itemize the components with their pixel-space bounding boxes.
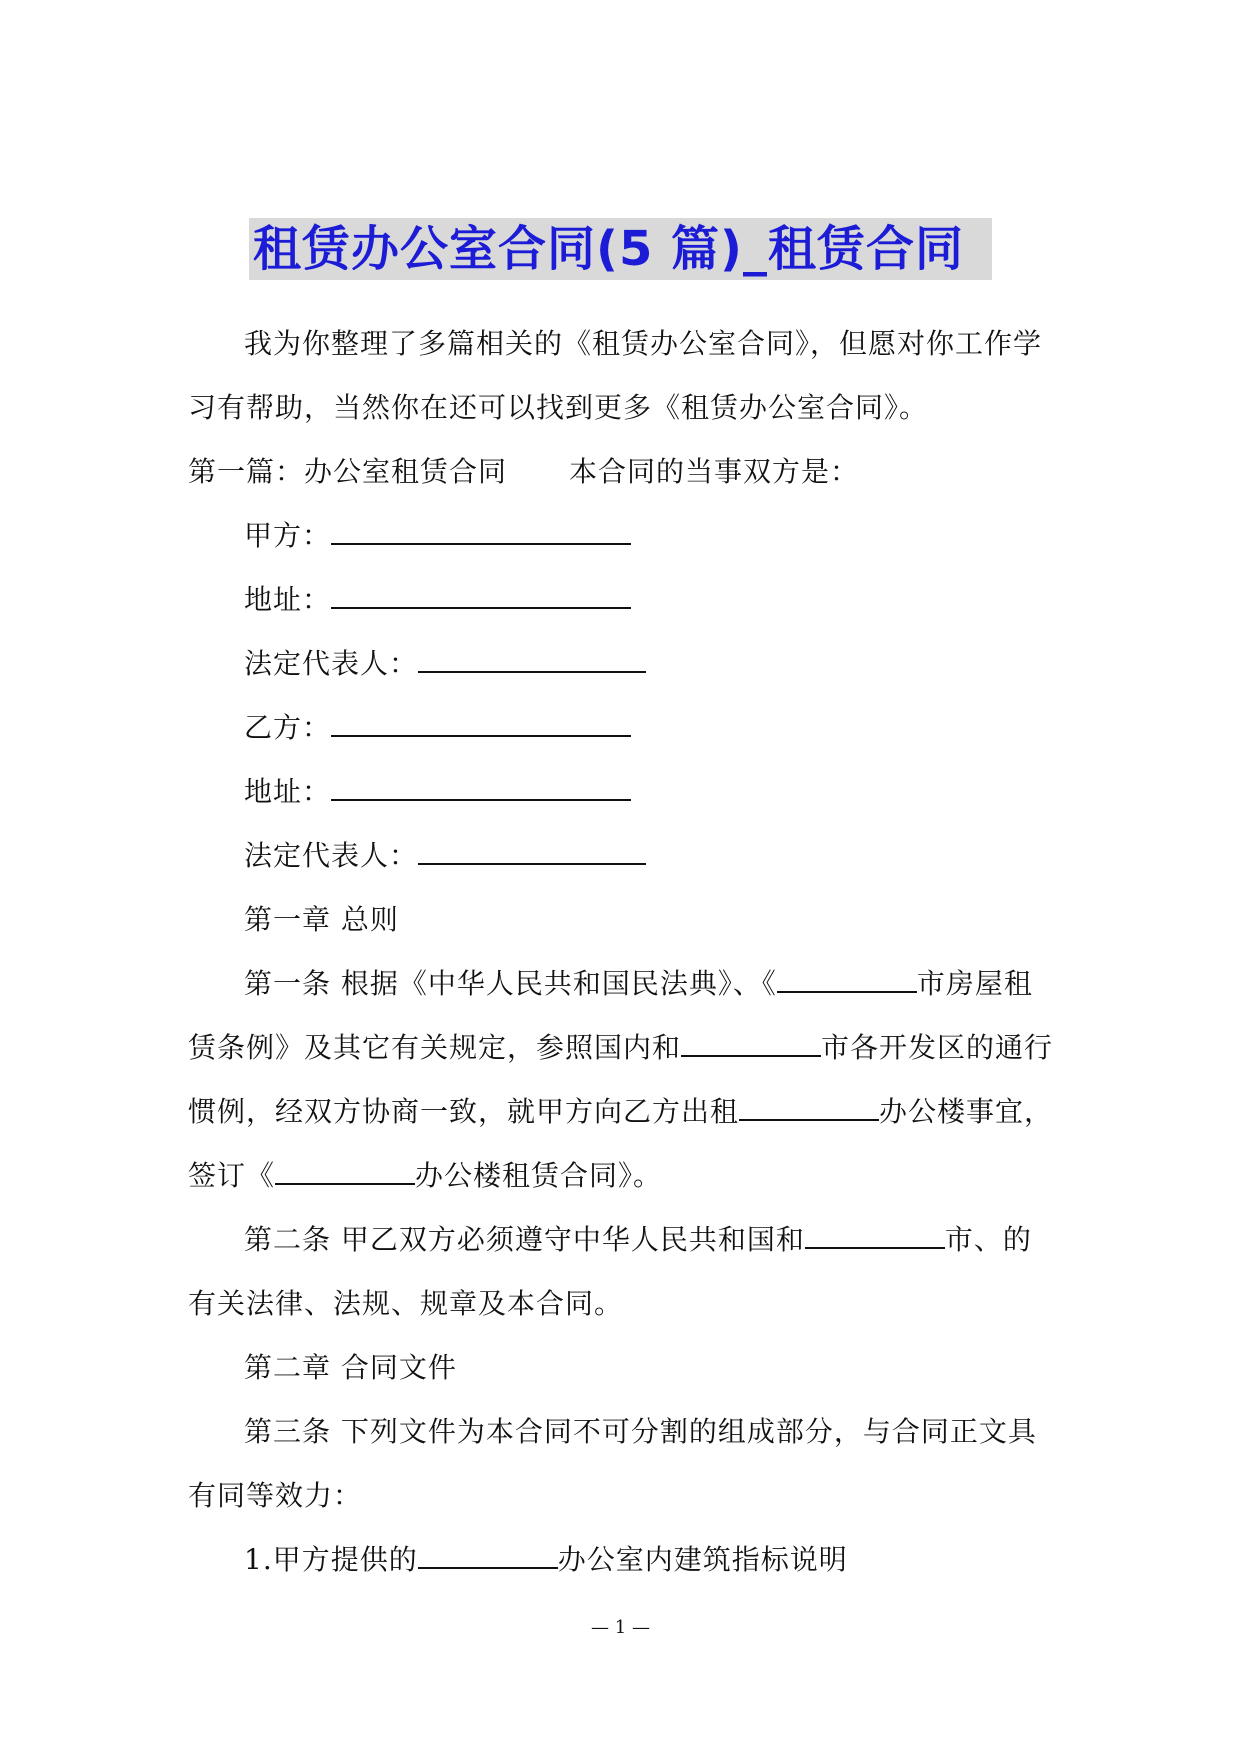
party-a-address-label: 地址： — [244, 583, 332, 616]
article2-blank-1 — [805, 1221, 945, 1249]
article1-blank-4 — [275, 1157, 415, 1185]
chapter1-heading: 第一章 总则 — [244, 903, 399, 936]
document-title: 租赁办公室合同(5 篇)_租赁合同 — [249, 218, 992, 280]
article1-text-2b: 市各开发区的通行 — [821, 1031, 1054, 1064]
article1-blank-2 — [681, 1029, 821, 1057]
article1-line-4 — [188, 1156, 662, 1196]
party-a-address-line — [244, 580, 631, 620]
party-b-address-line — [244, 772, 631, 812]
intro-line-1: 我为你整理了多篇相关的《租赁办公室合同》，但愿对你工作学 — [244, 327, 1043, 360]
article1-text-3a: 惯例，经双方协商一致，就甲方向乙方出租 — [188, 1095, 740, 1128]
parties-intro: 本合同的当事双方是： — [569, 455, 860, 488]
party-a-line — [244, 516, 631, 556]
party-b-blank — [331, 709, 631, 737]
party-a-label: 甲方： — [244, 519, 332, 552]
section1-heading: 第一篇：办公室租赁合同 — [188, 455, 508, 488]
article1-blank-3 — [739, 1093, 879, 1121]
party-b-label: 乙方： — [244, 711, 332, 744]
article1-text-4b: 办公楼租赁合同》。 — [415, 1159, 663, 1192]
party-b-rep-blank — [418, 837, 646, 865]
article1-text-1b: 市房屋租 — [916, 967, 1033, 1000]
article2-text-1a: 第二条 甲乙双方必须遵守中华人民共和国和 — [244, 1223, 805, 1256]
party-b-address-blank — [331, 773, 631, 801]
page-number: — 1 — — [591, 1617, 650, 1638]
article1-text-4a: 签订《 — [188, 1159, 276, 1192]
article1-text-3b: 办公楼事宜， — [879, 1095, 1054, 1128]
article1-line-1 — [244, 964, 1033, 1004]
article2-line-2: 有关法律、法规、规章及本合同。 — [188, 1287, 624, 1320]
article1-line-3 — [188, 1092, 1053, 1132]
party-a-rep-label: 法定代表人： — [244, 647, 419, 680]
party-b-rep-line — [244, 836, 646, 876]
chapter2-heading: 第二章 合同文件 — [244, 1351, 457, 1384]
party-b-address-label: 地址： — [244, 775, 332, 808]
party-a-address-blank — [331, 581, 631, 609]
party-a-rep-line — [244, 644, 646, 684]
section-heading-line — [188, 452, 859, 492]
item1-line — [244, 1540, 848, 1580]
party-b-line — [244, 708, 631, 748]
article1-line-2 — [188, 1028, 1053, 1068]
intro-line-2: 习有帮助，当然你在还可以找到更多《租赁办公室合同》。 — [188, 391, 929, 424]
article3-line-1: 第三条 下列文件为本合同不可分割的组成部分，与合同正文具 — [244, 1415, 1037, 1448]
article2-text-1b: 市、的 — [944, 1223, 1032, 1256]
article1-blank-1 — [777, 965, 917, 993]
article3-line-2: 有同等效力： — [188, 1479, 363, 1512]
party-a-rep-blank — [418, 645, 646, 673]
article1-text-1a: 第一条 根据《中华人民共和国民法典》、《 — [244, 967, 777, 1000]
item1-text-b: 办公室内建筑指标说明 — [557, 1543, 848, 1576]
party-a-blank — [331, 517, 631, 545]
title-container — [0, 218, 1241, 280]
article2-line-1 — [244, 1220, 1032, 1260]
item1-text-a: 1.甲方提供的 — [244, 1543, 418, 1576]
party-b-rep-label: 法定代表人： — [244, 839, 419, 872]
article1-text-2a: 赁条例》及其它有关规定，参照国内和 — [188, 1031, 682, 1064]
item1-blank — [418, 1541, 558, 1569]
